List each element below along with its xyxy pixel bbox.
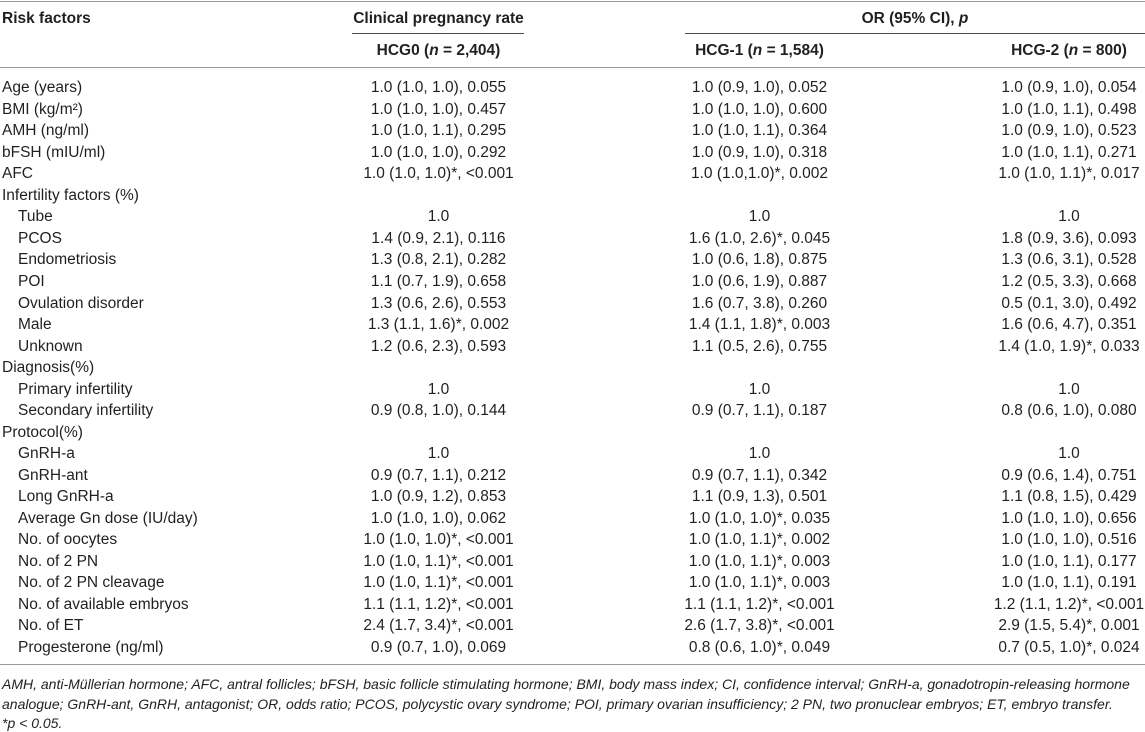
hcg0-cell: 1.0 (1.0, 1.1)*, <0.001 — [363, 552, 514, 570]
column-header-name: HCG0 ( — [376, 42, 430, 59]
hcg0-cell: 1.0 (1.0, 1.0), 0.055 — [370, 79, 507, 97]
clinical-pregnancy-rate-underline — [352, 33, 524, 34]
hcg0-cell: 1.0 (1.0, 1.1), 0.295 — [370, 122, 507, 140]
hcg0-cell: 1.0 (1.0, 1.0)*, <0.001 — [363, 165, 514, 183]
hcg1-cell: 1.0 (1.0,1.0)*, 0.002 — [690, 165, 828, 183]
table-bottom-rule — [0, 664, 1145, 665]
hcg0-cell: 2.4 (1.7, 3.4)*, <0.001 — [363, 617, 514, 635]
hcg0-cell: 1.0 — [427, 445, 450, 463]
hcg2-cell: 1.6 (0.6, 4.7), 0.351 — [1001, 316, 1137, 334]
hcg0-cell: 1.4 (0.9, 2.1), 0.116 — [371, 229, 506, 247]
table-row — [0, 142, 1145, 164]
column-header-n: n — [752, 42, 763, 59]
risk-factor-label: GnRH-ant — [18, 466, 88, 484]
table-top-rule — [0, 1, 1145, 2]
hcg0-cell: 1.0 (0.9, 1.2), 0.853 — [370, 488, 507, 506]
table-row — [0, 249, 1145, 271]
risk-factor-label: Progesterone (ng/ml) — [18, 639, 164, 656]
column-header-count: = 2,404) — [438, 42, 501, 59]
risk-factor-label: No. of 2 PN — [18, 552, 99, 570]
table-row — [0, 336, 1145, 358]
hcg0-cell: 1.1 (0.7, 1.9), 0.658 — [370, 272, 507, 290]
column-header-name: HCG-2 ( — [1011, 42, 1069, 59]
header-bottom-rule — [0, 67, 1145, 68]
hcg2-cell: 0.5 (0.1, 3.0), 0.492 — [1001, 294, 1137, 312]
hcg0-cell: 1.1 (1.1, 1.2)*, <0.001 — [363, 595, 514, 613]
risk-factor-label: GnRH-a — [18, 445, 75, 463]
hcg2-cell — [993, 185, 1145, 207]
hcg2-cell: 0.8 (0.6, 1.0), 0.080 — [1001, 402, 1137, 420]
hcg2-cell: 2.9 (1.5, 5.4)*, 0.001 — [998, 617, 1140, 635]
hcg2-cell: 1.0 (0.9, 1.0), 0.054 — [1001, 79, 1137, 97]
risk-factor-label: Tube — [18, 208, 53, 226]
table-row — [0, 465, 1145, 487]
risk-factor-label: bFSH (mIU/ml) — [2, 143, 106, 161]
risk-factor-label: Long GnRH-a — [18, 488, 114, 506]
hcg1-cell: 2.6 (1.7, 3.8)*, <0.001 — [684, 617, 835, 635]
risk-factor-label: AFC — [2, 165, 33, 183]
hcg2-cell: 1.0 (1.0, 1.0), 0.516 — [1001, 531, 1137, 549]
hcg0-cell — [340, 185, 537, 207]
hcg2-cell: 1.0 (0.9, 1.0), 0.523 — [1001, 122, 1137, 140]
column-header-hcg2 — [993, 40, 1145, 61]
risk-factor-label: Age (years) — [2, 79, 83, 97]
hcg1-cell — [537, 422, 993, 444]
hcg1-cell — [537, 185, 993, 207]
risk-factor-label: Endometriosis — [18, 251, 117, 269]
table-row — [0, 594, 1145, 616]
table-header-row-1 — [0, 8, 1145, 29]
hcg1-cell: 1.0 (1.0, 1.1)*, 0.003 — [688, 552, 831, 570]
hcg2-cell: 1.8 (0.9, 3.6), 0.093 — [1001, 229, 1137, 247]
hcg2-cell: 1.0 (1.0, 1.0), 0.656 — [1001, 509, 1137, 527]
table-row — [0, 314, 1145, 336]
table-row — [0, 529, 1145, 551]
or-ci-underline — [685, 33, 1145, 34]
column-header-count: = 800) — [1078, 42, 1127, 59]
hcg2-cell: 1.0 — [1058, 380, 1080, 398]
hcg1-cell: 1.0 (1.0, 1.1)*, 0.002 — [688, 531, 831, 549]
table-row — [0, 572, 1145, 594]
hcg1-cell: 1.0 (0.9, 1.0), 0.052 — [691, 79, 828, 97]
hcg2-cell: 1.0 (1.0, 1.1)*, 0.017 — [998, 165, 1140, 183]
table-row — [0, 120, 1145, 142]
risk-factor-label: No. of ET — [18, 617, 84, 635]
hcg1-cell: 1.0 (1.0, 1.0)*, 0.035 — [688, 509, 831, 527]
hcg0-cell: 0.9 (0.7, 1.0), 0.069 — [370, 639, 507, 656]
hcg2-cell: 1.1 (0.8, 1.5), 0.429 — [1001, 488, 1137, 506]
risk-factors-header: Risk factors — [2, 10, 91, 27]
table-row — [0, 486, 1145, 508]
column-header-n: n — [1068, 42, 1079, 59]
hcg1-cell: 1.1 (0.5, 2.6), 0.755 — [691, 337, 828, 355]
hcg1-cell: 1.0 — [748, 380, 771, 398]
table-row — [0, 228, 1145, 250]
hcg2-cell — [993, 357, 1145, 379]
column-header-n: n — [429, 42, 439, 59]
hcg2-cell: 1.0 (1.0, 1.1), 0.498 — [1001, 100, 1137, 118]
hcg0-cell: 1.3 (0.6, 2.6), 0.553 — [370, 294, 507, 312]
hcg1-cell: 1.4 (1.1, 1.8)*, 0.003 — [688, 316, 831, 334]
risk-factor-label: Unknown — [18, 337, 83, 355]
table-row — [0, 615, 1145, 637]
hcg0-cell: 1.0 (1.0, 1.1)*, <0.001 — [363, 574, 514, 592]
hcg2-cell: 1.2 (1.1, 1.2)*, <0.001 — [993, 595, 1145, 613]
risk-factor-label: Average Gn dose (IU/day) — [18, 509, 198, 527]
risk-factor-label: PCOS — [18, 229, 62, 247]
hcg0-cell: 1.0 (1.0, 1.0), 0.062 — [370, 509, 507, 527]
hcg2-cell: 0.7 (0.5, 1.0)*, 0.024 — [998, 639, 1140, 656]
hcg1-cell: 1.0 — [748, 208, 771, 226]
risk-factor-label: No. of 2 PN cleavage — [18, 574, 165, 592]
group-label: Protocol(%) — [2, 423, 83, 441]
hcg1-cell: 1.1 (1.1, 1.2)*, <0.001 — [684, 595, 835, 613]
hcg0-cell: 1.0 (1.0, 1.0)*, <0.001 — [363, 531, 514, 549]
hcg1-cell: 1.0 — [748, 445, 771, 463]
table-row — [0, 163, 1145, 185]
hcg2-cell: 1.3 (0.6, 3.1), 0.528 — [1001, 251, 1137, 269]
hcg2-cell: 1.0 — [1058, 208, 1080, 226]
hcg2-cell: 1.0 — [1058, 445, 1080, 463]
hcg1-cell: 1.1 (0.9, 1.3), 0.501 — [691, 488, 828, 506]
risk-factor-label: Male — [18, 316, 52, 334]
table-row — [0, 77, 1145, 99]
hcg0-cell: 1.2 (0.6, 2.3), 0.593 — [370, 337, 507, 355]
or-ci-header — [685, 8, 1145, 29]
table-row — [0, 443, 1145, 465]
group-label: Diagnosis(%) — [2, 359, 95, 377]
hcg1-cell: 1.0 (0.9, 1.0), 0.318 — [691, 143, 828, 161]
hcg1-cell: 0.9 (0.7, 1.1), 0.187 — [691, 402, 828, 420]
table-row — [0, 379, 1145, 401]
hcg2-cell: 1.0 (1.0, 1.1), 0.177 — [1001, 552, 1137, 570]
hcg1-cell: 1.0 (0.6, 1.8), 0.875 — [691, 251, 828, 269]
hcg0-cell: 1.0 (1.0, 1.0), 0.457 — [370, 100, 507, 118]
hcg0-cell: 1.0 — [427, 208, 450, 226]
hcg2-cell: 0.9 (0.6, 1.4), 0.751 — [1001, 466, 1137, 484]
or-ci-header-text: OR (95% CI), — [861, 10, 959, 27]
hcg0-cell: 1.0 — [427, 380, 450, 398]
group-header-row — [0, 357, 1145, 379]
hcg2-cell: 1.4 (1.0, 1.9)*, 0.033 — [998, 337, 1140, 355]
risk-factor-label: No. of oocytes — [18, 531, 118, 549]
hcg1-cell: 1.6 (1.0, 2.6)*, 0.045 — [688, 229, 831, 247]
column-header-hcg1 — [537, 40, 982, 61]
hcg0-cell: 0.9 (0.7, 1.1), 0.212 — [370, 466, 507, 484]
table-row — [0, 637, 1145, 659]
column-header-name: HCG-1 ( — [695, 42, 753, 59]
table-row — [0, 508, 1145, 530]
footnote-significance: *p < 0.05. — [2, 715, 63, 731]
hcg2-cell: 1.0 (1.0, 1.1), 0.271 — [1001, 143, 1137, 161]
hcg0-cell: 0.9 (0.8, 1.0), 0.144 — [370, 402, 507, 420]
risk-factor-label: AMH (ng/ml) — [2, 122, 89, 140]
hcg0-cell: 1.3 (1.1, 1.6)*, 0.002 — [367, 316, 510, 334]
hcg1-cell: 0.9 (0.7, 1.1), 0.342 — [691, 466, 828, 484]
risk-factor-label: POI — [18, 272, 45, 290]
table-row — [0, 99, 1145, 121]
hcg1-cell: 1.0 (0.6, 1.9), 0.887 — [691, 272, 828, 290]
hcg2-cell: 1.2 (0.5, 3.3), 0.668 — [1001, 272, 1137, 290]
footnote-abbreviations-line-2: analogue; GnRH-ant, GnRH, antagonist; OR, odds ratio; PCOS, polycystic ovary syndrome; POI, primary ovarian insufficiency; 2 PN, two pronuclear embryos; ET, embryo transfer. — [2, 696, 1113, 712]
hcg1-cell — [537, 357, 993, 379]
hcg1-cell: 1.0 (1.0, 1.0), 0.600 — [691, 100, 828, 118]
table-body — [0, 77, 1145, 658]
hcg2-cell: 1.0 (1.0, 1.1), 0.191 — [1001, 574, 1137, 592]
hcg1-cell: 1.0 (1.0, 1.1), 0.364 — [691, 122, 828, 140]
group-label: Infertility factors (%) — [2, 186, 139, 204]
risk-factor-label: Primary infertility — [18, 380, 133, 398]
clinical-pregnancy-rate-header: Clinical pregnancy rate — [353, 10, 524, 27]
risk-factor-label: Secondary infertility — [18, 402, 154, 420]
table-row — [0, 293, 1145, 315]
column-header-count: = 1,584) — [762, 42, 824, 59]
group-header-row — [0, 185, 1145, 207]
hcg1-cell: 1.0 (1.0, 1.1)*, 0.003 — [688, 574, 831, 592]
table-header-row-2 — [0, 40, 1145, 61]
risk-factor-label: No. of available embryos — [18, 595, 189, 613]
hcg0-cell: 1.3 (0.8, 2.1), 0.282 — [370, 251, 507, 269]
or-ci-header-p: p — [958, 10, 969, 27]
risk-factor-label: Ovulation disorder — [18, 294, 144, 312]
table-row — [0, 206, 1145, 228]
table-row — [0, 400, 1145, 422]
risk-factor-label: BMI (kg/m²) — [2, 100, 83, 118]
hcg1-cell: 1.6 (0.7, 3.8), 0.260 — [691, 294, 828, 312]
hcg1-cell: 0.8 (0.6, 1.0)*, 0.049 — [688, 639, 831, 656]
hcg2-cell — [993, 422, 1145, 444]
hcg0-cell — [340, 422, 537, 444]
footnote-abbreviations-line-1: AMH, anti-Müllerian hormone; AFC, antral follicles; bFSH, basic follicle stimulating hormone; BMI, body mass index; CI, confidence interval; GnRH-a, gonadotropin-releasing hormone — [2, 676, 1130, 692]
table-row — [0, 551, 1145, 573]
column-header-hcg0 — [340, 40, 537, 61]
group-header-row — [0, 422, 1145, 444]
hcg0-cell: 1.0 (1.0, 1.0), 0.292 — [370, 143, 507, 161]
hcg0-cell — [340, 357, 537, 379]
table-row — [0, 271, 1145, 293]
